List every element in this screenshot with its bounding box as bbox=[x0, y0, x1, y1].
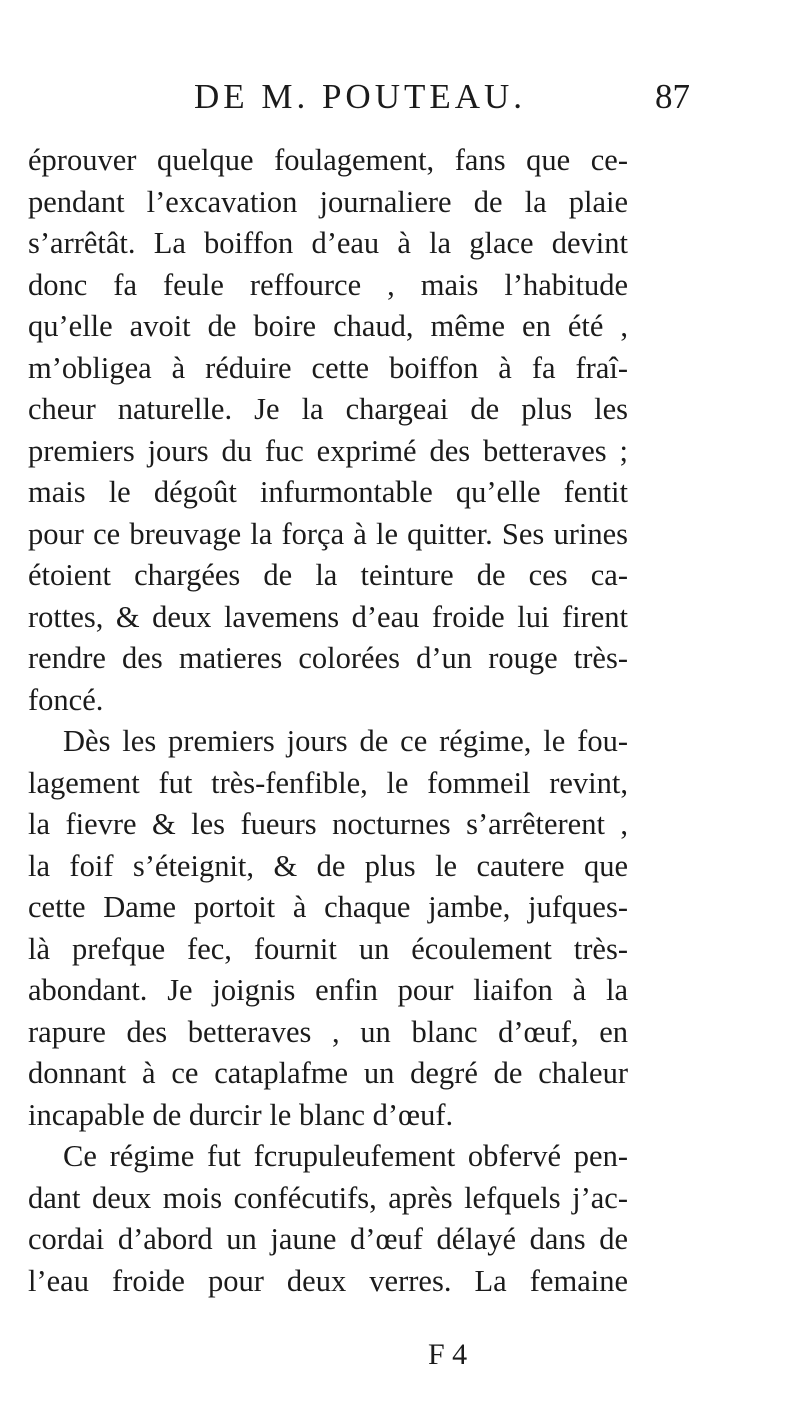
text-line: cheur naturelle. Je la chargeai de plus les bbox=[28, 392, 628, 426]
text-line: cette Dame portoit à chaque jambe, jufques- bbox=[28, 890, 628, 924]
text-line: l’eau froide pour deux verres. La femaine bbox=[28, 1263, 628, 1298]
text-line: donc fa feule reffource , mais l’habitude bbox=[28, 267, 628, 302]
text-line: donnant à ce cataplafme un degré de chaleur bbox=[28, 1056, 628, 1090]
text-line: m’obligea à réduire cette boiffon à fa fraî- bbox=[28, 350, 628, 385]
text-line: lagement fut très-fenfible, le fommeil revint, bbox=[28, 765, 628, 800]
text-line: cordai d’abord un jaune d’œuf délayé dans de bbox=[28, 1222, 628, 1256]
text-line: incapable de durcir le blanc d’œuf. bbox=[28, 1097, 454, 1132]
text-line: là prefque fec, fournit un écoulement très- bbox=[28, 931, 628, 966]
text-line: rottes, & deux lavemens d’eau froide lui firent bbox=[28, 599, 628, 634]
signature-mark: F 4 bbox=[428, 1338, 468, 1371]
text-line: la fievre & les fueurs nocturnes s’arrêterent , bbox=[28, 807, 628, 841]
running-head bbox=[100, 72, 690, 122]
text-line: dant deux mois confécutifs, après lefquels j’ac- bbox=[28, 1180, 628, 1215]
text-line: foncé. bbox=[28, 682, 104, 717]
running-title: DE M. POUTEAU. bbox=[193, 77, 527, 116]
text-line: éprouver quelque foulagement, fans que ce- bbox=[28, 143, 628, 177]
text-line: mais le dégoût infurmontable qu’elle fentit bbox=[28, 475, 628, 509]
text-line: abondant. Je joignis enfin pour liaifon à la bbox=[28, 973, 628, 1007]
text-line: rapure des betteraves , un blanc d’œuf, en bbox=[28, 1014, 628, 1049]
text-line: qu’elle avoit de boire chaud, même en été , bbox=[28, 309, 628, 343]
text-line: pour ce breuvage la força à le quitter. Ses urines bbox=[28, 516, 628, 551]
text-line: premiers jours du fuc exprimé des betteraves ; bbox=[28, 433, 628, 468]
text-line: étoient chargées de la teinture de ces ca- bbox=[28, 558, 628, 592]
text-line: Dès les premiers jours de ce régime, le fou- bbox=[63, 724, 628, 758]
text-line: rendre des matieres colorées d’un rouge très- bbox=[28, 641, 628, 675]
page-number: 87 bbox=[655, 77, 690, 116]
text-line: pendant l’excavation journaliere de la plaie bbox=[28, 184, 628, 219]
text-line: s’arrêtât. La boiffon d’eau à la glace devint bbox=[28, 226, 628, 260]
text-line: Ce régime fut fcrupuleufement obfervé pen- bbox=[63, 1139, 628, 1173]
text-line: la foif s’éteignit, & de plus le cautere que bbox=[28, 848, 628, 883]
